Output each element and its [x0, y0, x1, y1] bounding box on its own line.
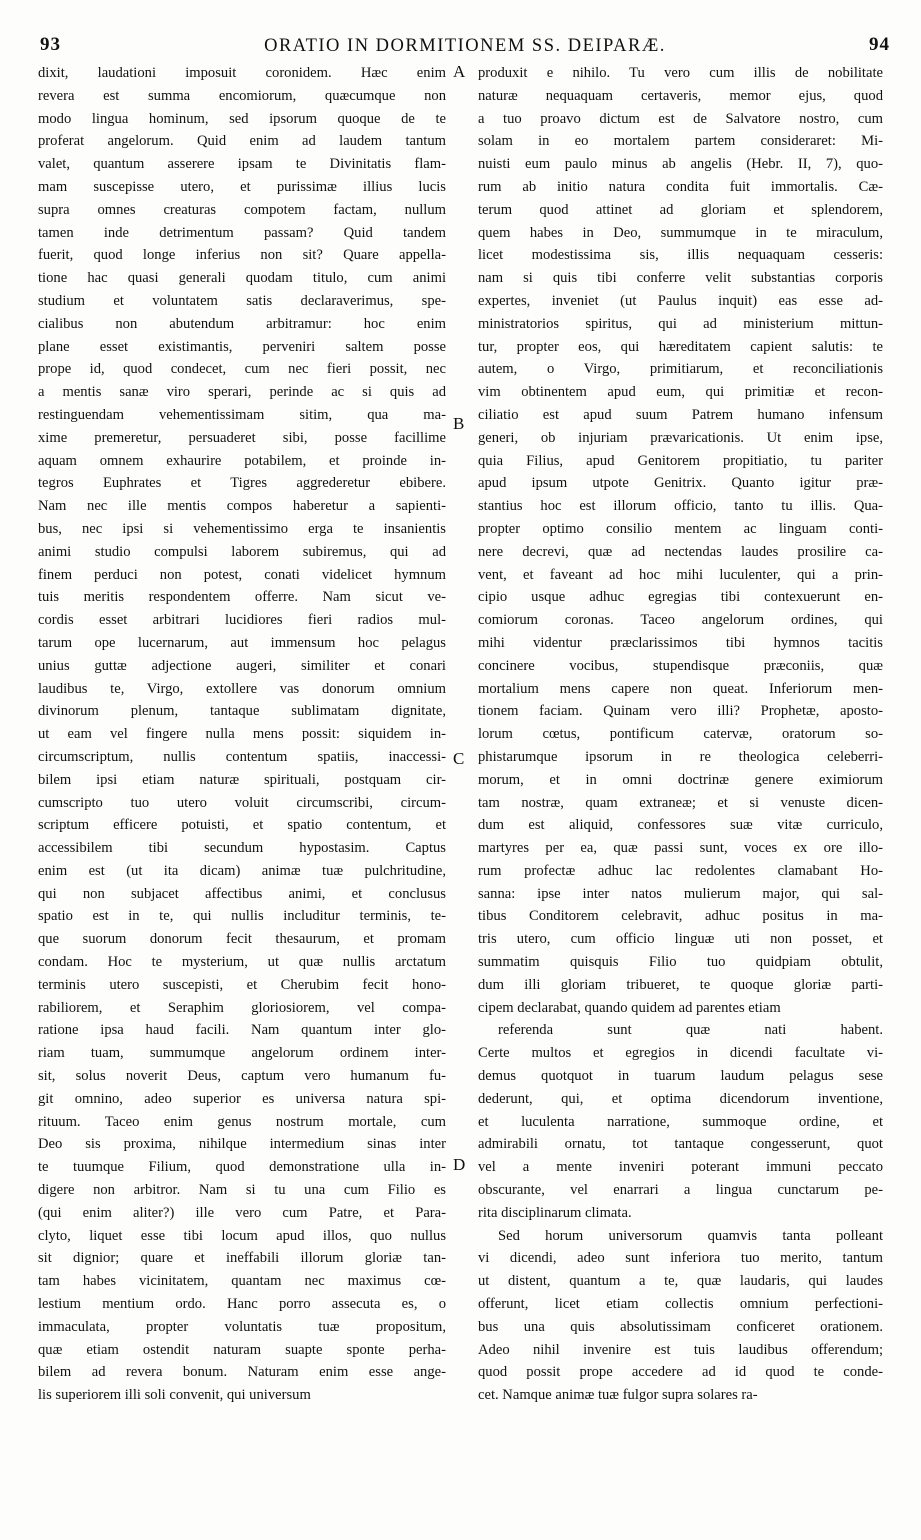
- text-line: offerunt, licet etiam collectis omnium perfectioni-: [478, 1296, 883, 1313]
- text-line: naturæ nequaquam certaveris, memor ejus, quod: [478, 87, 883, 104]
- text-line: stantius hoc est illorum officio, tanto tu illis. Qua-: [478, 498, 883, 515]
- text-line: scriptum efficere potuisti, et spatio contentum, et: [38, 817, 446, 834]
- text-line: solam in eo mortalem partem consideraret: Mi-: [478, 133, 883, 150]
- text-line: dum illi gloriam tribueret, te quoque gloriæ parti-: [478, 976, 883, 993]
- text-line: clyto, liquet esse tibi locum apud illos, quo nullus: [38, 1227, 446, 1244]
- text-line: mortalium mens capere non queat. Inferiorum men-: [478, 680, 883, 697]
- text-line: propter optimo consilio mentem ac linguam conti-: [478, 520, 883, 537]
- text-line: ministratorios spiritus, qui ad ministerium mittun-: [478, 315, 883, 332]
- text-line: tam habes vicinitatem, quantam nec maximus cœ-: [38, 1273, 446, 1290]
- text-line: tionem faciam. Quinam vero illi? Prophetæ, aposto-: [478, 703, 883, 720]
- text-line: cipio usque adhuc egregias tibi contexuerunt en-: [478, 589, 883, 606]
- text-line: Sed horum universorum quamvis tanta polleant: [498, 1227, 883, 1244]
- page-number-right: 94: [869, 34, 890, 55]
- text-line: cet. Namque animæ tuæ fulgor supra solares ra-: [478, 1387, 758, 1404]
- text-line: revera est summa encomiorum, quæcumque non: [38, 87, 446, 104]
- text-line: produxit e nihilo. Tu vero cum illis de nobilitate: [478, 65, 883, 81]
- text-line: riam tuam, summumque angelorum ordinem inter-: [38, 1045, 446, 1062]
- text-line: cordis esset arbitrari lucidiores fieri radios mul-: [38, 612, 446, 629]
- text-line: vent, et faveant ad hoc mihi luculenter, qui a prin-: [478, 566, 883, 583]
- text-line: rituum. Taceo enim genus nostrum mortale, cum: [38, 1113, 446, 1130]
- text-line: tibus Conditorem celebravit, adhuc positus in ma-: [478, 908, 883, 925]
- text-line: rum ab initio natura condita fuit immortalis. Cæ-: [478, 178, 883, 195]
- text-line: expertes, inveniet (ut Paulus inquit) eas esse ad-: [478, 292, 883, 309]
- text-line: sit dignior; quare et ineffabili illorum gloriæ tan-: [38, 1250, 446, 1267]
- text-line: terminis utero suscepisti, et Cherubim fecit hono-: [38, 976, 446, 993]
- text-line: cumscripto tuo utero voluit circumscribi, circum-: [38, 794, 446, 811]
- text-line: bilem ipsi etiam naturæ spirituali, postquam cir-: [38, 771, 446, 788]
- text-line: sit, solus noverit Deus, captum vero humanum fu-: [38, 1068, 446, 1085]
- text-line: quod possit prope accedere ad id quod te conde-: [478, 1364, 883, 1381]
- text-line: Deo sis proxima, nihilque intermedium sinas inter: [38, 1136, 446, 1153]
- text-line: rum profectæ adhuc lac redolentes clamabant Ho-: [478, 862, 883, 879]
- text-line: dum est aliquid, confessores suæ vitæ curriculo,: [478, 817, 883, 834]
- section-marker-d: D: [453, 1155, 466, 1174]
- text-line: nam si quis tibi conferre velit substantias corporis: [478, 270, 883, 287]
- text-line: quem habes in Deo, summumque in te miraculum,: [478, 224, 883, 241]
- text-line: (qui enim aliter?) ille vero cum Patre, et Para-: [38, 1204, 446, 1221]
- text-line: xime premeretur, persuaderet sibi, posse facillime: [38, 429, 446, 446]
- text-line: summatim quisquis Filio tuo quidpiam obtulit,: [478, 954, 883, 971]
- text-line: proferat angelorum. Quid enim ad laudem tantum: [38, 133, 446, 150]
- section-marker-c: C: [453, 749, 465, 768]
- right-text-column: [478, 62, 883, 1532]
- text-line: fuerit, quod longe inferius non sit? Quare appella-: [38, 247, 446, 264]
- text-line: tam nostræ, quam extraneæ; et si venuste dicen-: [478, 794, 883, 811]
- text-line: admirabili ornatu, tot tantaque congesserunt, quot: [478, 1136, 883, 1153]
- text-line: bus una quis absolutissimam conficeret orationem.: [478, 1318, 883, 1335]
- text-line: bus, nec ipsi si vehementissimo erga te insanientis: [38, 520, 446, 537]
- text-line: tegros Euphrates et Tigres aggrederetur ebibere.: [38, 475, 446, 492]
- text-line: ut eam vel fingere nulla mens possit: siquidem in-: [38, 726, 446, 743]
- text-line: obscurante, vel enarrari a lingua cunctarum pe-: [478, 1182, 883, 1199]
- text-line: que suorum donorum fecit thesaurum, et promam: [38, 931, 446, 948]
- text-line: git omnino, adeo superior es universa natura spi-: [38, 1090, 446, 1107]
- text-line: referenda sunt quæ nati habent.: [498, 1022, 883, 1039]
- text-line: demus quotquot in tuarum laudum pelagus sese: [478, 1068, 883, 1085]
- text-line: valet, quantum asserere ipsam te Divinitatis flam-: [38, 156, 446, 173]
- text-line: digere non arbitror. Nam si tu una cum Filio es: [38, 1182, 446, 1199]
- text-line: a tuo proavo dictum est de Salvatore nostro, cum: [478, 110, 883, 127]
- running-title: ORATIO IN DORMITIONEM SS. DEIPARÆ.: [264, 36, 666, 56]
- text-line: bilem ad revera bonum. Naturam enim esse ange-: [38, 1364, 446, 1381]
- running-header: [40, 34, 890, 60]
- text-line: immaculata, propter voluntatis tuæ propositum,: [38, 1318, 446, 1335]
- text-line: tris utero, cum officio linguæ uti non posset, et: [478, 931, 883, 948]
- text-line: vi dicendi, adeo sunt inferiora tuo merito, tantum: [478, 1250, 883, 1267]
- text-line: finem perduci non potest, conati videlicet hymnum: [38, 566, 446, 583]
- text-line: concinere vocibus, stupendisque præconiis, quæ: [478, 657, 883, 674]
- text-line: lis superiorem illi soli convenit, qui universum: [38, 1387, 311, 1404]
- text-line: martyres per ea, quæ passi sunt, voces ex ore illo-: [478, 840, 883, 857]
- text-line: tarum ope lucernarum, aut immensum hoc pelagus: [38, 634, 446, 651]
- text-line: tione hac quasi generali quodam titulo, cum animi: [38, 270, 446, 287]
- text-line: restinguendam vehementissimam sitim, qua ma-: [38, 406, 446, 423]
- text-line: ciliatio est apud suum Patrem humano infensum: [478, 406, 883, 423]
- text-line: Adeo nihil invenire est tuis laudibus offerendum;: [478, 1341, 883, 1358]
- text-line: dixit, laudationi imposuit coronidem. Hæc enim: [38, 65, 446, 81]
- text-line: comiorum coronas. Taceo angelorum ordines, qui: [478, 612, 883, 629]
- text-line: tur, propter eos, qui hæreditatem capient salutis: te: [478, 338, 883, 355]
- text-line: quæ etiam ostendit naturam suapte sponte perha-: [38, 1341, 446, 1358]
- section-marker-a: A: [453, 62, 466, 81]
- text-line: autem, o Virgo, primitiarum, et reconciliationis: [478, 361, 883, 378]
- text-line: morum, et in omni doctrinæ genere eximiorum: [478, 771, 883, 788]
- text-line: nuisti eum paulo minus ab angelis (Hebr. II, 7), quo-: [478, 156, 883, 173]
- text-line: vim obtinentem apud eum, qui primitiæ et recon-: [478, 384, 883, 401]
- text-line: enim est (ut ita dicam) animæ tuæ pulchritudine,: [38, 862, 446, 879]
- text-line: aquam omnem exhaurire potabilem, et proinde in-: [38, 452, 446, 469]
- text-line: prope id, quod condecet, cum nec fieri possit, nec: [38, 361, 446, 378]
- text-line: circumscriptum, nullis contentum spatiis, inaccessi-: [38, 748, 446, 765]
- text-line: et luculenta narratione, summoque ordine, et: [478, 1113, 883, 1130]
- text-line: accessibilem tibi secundum hypostasim. Captus: [38, 840, 446, 857]
- text-line: condam. Hoc te mysterium, ut quæ nullis arctatum: [38, 954, 446, 971]
- text-line: animi studio compulsi laborem subiremus, qui ad: [38, 543, 446, 560]
- text-line: spatio est in te, qui nullis includitur terminis, te-: [38, 908, 446, 925]
- text-line: unius guttæ adjectione augeri, similiter et conari: [38, 657, 446, 674]
- text-line: lestium mentium ordo. Hanc porro assecuta es, o: [38, 1296, 446, 1313]
- text-line: mihi videntur præclarissimos tibi hymnos tacitis: [478, 634, 883, 651]
- left-text-column: [38, 62, 446, 1532]
- text-line: tuis meritis respondentem offerre. Nam sicut ve-: [38, 589, 446, 606]
- text-line: apud ipsum utpote Genitrix. Quanto igitur præ-: [478, 475, 883, 492]
- text-line: cipem declarabat, quando quidem ad parentes etiam: [478, 999, 781, 1016]
- text-line: sanna: ipse inter natos mulierum major, qui sal-: [478, 885, 883, 902]
- text-line: Nam nec ille mentis compos haberetur a sapienti-: [38, 498, 446, 515]
- text-line: studium et voluntatem satis declaraverimus, spe-: [38, 292, 446, 309]
- text-line: quia Filius, apud Genitorem propitiatio, tu pariter: [478, 452, 883, 469]
- section-marker-b: B: [453, 414, 465, 433]
- text-line: generi, ob injuriam prævaricationis. Ut enim ipse,: [478, 429, 883, 446]
- text-line: a mentis sanæ viro sperari, perinde ac si quis ad: [38, 384, 446, 401]
- text-line: ratione ipsa haud facili. Nam quantum inter glo-: [38, 1022, 446, 1039]
- text-line: phistarumque ipsorum in re theologica celeberri-: [478, 748, 883, 765]
- text-line: Certe multos et egregios in dicendi facultate vi-: [478, 1045, 883, 1062]
- text-line: laudibus te, Virgo, extollere vas donorum omnium: [38, 680, 446, 697]
- text-line: tamen inde detrimentum passam? Quid tandem: [38, 224, 446, 241]
- text-line: lorum cœtus, pontificum catervæ, oratorum so-: [478, 726, 883, 743]
- text-line: te tuumque Filium, quod demonstratione ulla in-: [38, 1159, 446, 1176]
- text-line: dederunt, qui, et optima dicendorum inventione,: [478, 1090, 883, 1107]
- text-line: nere decrevi, quæ ad nectendas laudes prosilire ca-: [478, 543, 883, 560]
- text-line: rabiliorem, et Seraphim gloriosiorem, vel compa-: [38, 999, 446, 1016]
- text-line: ut distent, quantum a te, quæ laudaris, qui laudes: [478, 1273, 883, 1290]
- text-line: vel a mente inveniri poterant immuni peccato: [478, 1159, 883, 1176]
- text-line: divinorum plenum, tantaque sublimatam dignitate,: [38, 703, 446, 720]
- text-line: supra omnes creaturas compotem factam, nullum: [38, 201, 446, 218]
- text-line: modo lingua hominum, sed ipsorum quoque de te: [38, 110, 446, 127]
- text-line: licet modestissima sis, illis nequaquam cesseris:: [478, 247, 883, 264]
- page-number-left: 93: [40, 34, 61, 55]
- text-line: terum quod attinet ad gloriam et splendorem,: [478, 201, 883, 218]
- text-line: mam suscepisse utero, et purissimæ illius lucis: [38, 178, 446, 195]
- text-line: rita disciplinarum climata.: [478, 1204, 632, 1221]
- text-line: plane esset existimantis, perveniri saltem posse: [38, 338, 446, 355]
- text-line: cialibus non abutendum arbitramur: hoc enim: [38, 315, 446, 332]
- text-line: qui non subjacet affectibus animi, et conclusus: [38, 885, 446, 902]
